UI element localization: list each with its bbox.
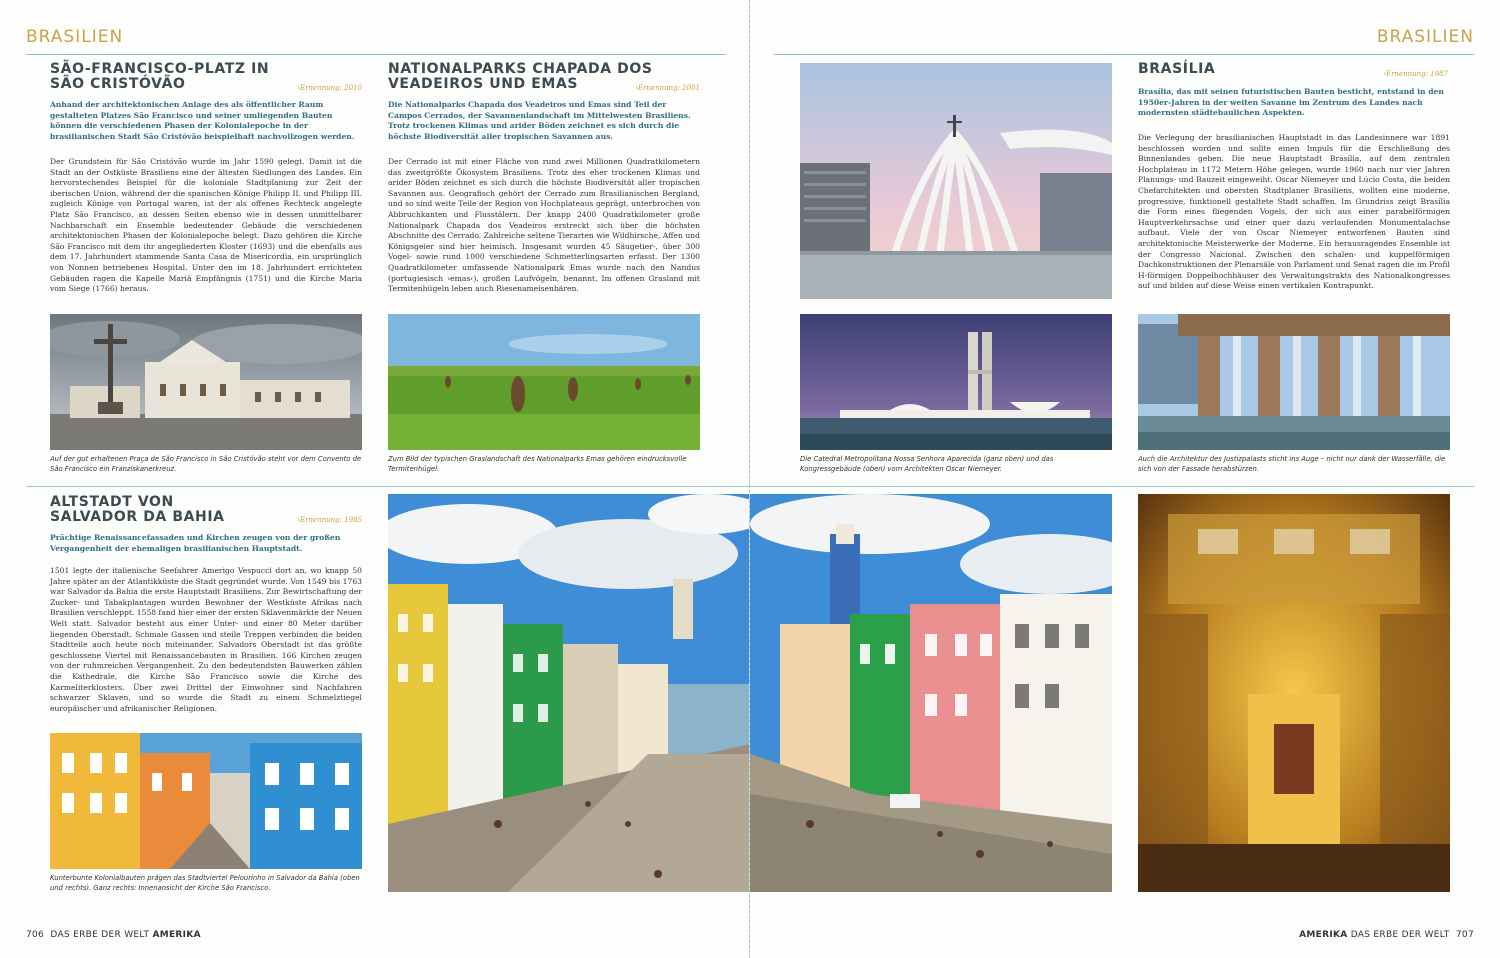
title-line-1: ALTSTADT VON: [50, 494, 174, 510]
section-title-salvador: [50, 495, 330, 525]
title-line-2: SALVADOR DA BAHIA: [50, 509, 225, 525]
photo-emas-termite-mounds: [388, 314, 700, 450]
header-rule-right: [774, 54, 1474, 55]
caption-sao-cristovao: Auf der gut erhaltenen Praça de São Francisco in São Cristóvão steht vor dem Convento de São Francisco ein Franziskanerkreuz.: [50, 455, 362, 473]
lead-brasilia: Brasília, das mit seinen futuristischen Bauten besticht, entstand in den 1950er-Jahren in der weiten Savanne im Zentrum des Landes nach modernsten städtebaulichen Aspekten.: [1138, 87, 1444, 118]
title-line-2: SÃO CRISTÓVÃO: [50, 76, 186, 92]
photo-pelourinho-houses: [50, 733, 362, 869]
body-brasilia: Die Verlegung der brasilianischen Hauptstadt in das Landesinnere war 1891 beschlossen worden und sollte einen Impuls für die Erschließung des Binnenlandes geben. Die neue Hauptstadt Brasília, auf dem zentralen Hochplateau in 1172 Metern Höhe gelegen, wurde 1960 nach nur vier Jahren Planungs- und Bauzeit eingeweiht. Oscar Niemeyer und Lúcio Costa, die beiden Chefarchitekten und obersten Stadtplaner Brasiliens, wollten eine moderne, progressive, funktionell gestaltete Stadt schaffen. Im Grundriss zeigt Brasília die Form eines fliegenden Vogels, der sich aus einer parabelförmigen Hauptverkehrsachse und einer quer dazu verlaufenden Monumentalachse aufbaut. Viele der von Oscar Niemeyer entworfenen Bauten sind architektonische Meisterwerke der Moderne. Ein herausragendes Ensemble ist der Congresso Nacional. Zwischen den schalen- und kuppelförmigen Dachkonstruktionen der Plenarsäle von Parlament und Senat ragen die im Profil H-förmigen Doppelhochhäuser des Verwaltungstrakts des Nationalkongresses auf und bilden auf diese Weise einen vertikalen Kontrapunkt.: [1138, 133, 1450, 291]
footer-series-right: DAS ERBE DER WELT: [1350, 930, 1450, 940]
header-rule-left: [26, 54, 726, 55]
caption-cathedral-congress: Die Catedral Metropolitana Nossa Senhora Aparecida (ganz oben) und das Kongressgebäude (oben) vom Architekten Oscar Niemeyer.: [800, 455, 1054, 473]
ernennung-salvador: ›Ernennung: 1985: [297, 516, 362, 524]
right-page: [750, 0, 1500, 958]
footer-series-left: DAS ERBE DER WELT: [50, 930, 150, 940]
title-line-1: NATIONALPARKS CHAPADA DOS: [388, 61, 653, 77]
row-divider-right: [750, 486, 1474, 487]
section-title-sao-francisco: [50, 62, 330, 92]
page-number-left: 706: [26, 930, 45, 940]
footer-region-left: AMERIKA: [152, 930, 201, 940]
photo-sao-francisco-church-interior: [1138, 494, 1450, 892]
photo-congresso-nacional: [800, 314, 1112, 450]
footer-region-right: AMERIKA: [1299, 930, 1348, 940]
footer-right: [1299, 930, 1474, 940]
book-spine-dashed-line: [749, 0, 751, 958]
lead-salvador: Prächtige Renaissancefassaden und Kirchen zeugen von der großen Vergangenheit der ehemaligen brasilianischen Hauptstadt.: [50, 533, 341, 553]
row-divider-left: [26, 486, 750, 487]
ernennung-sao-francisco: ›Ernennung: 2010: [297, 84, 362, 92]
lead-chapada: Die Nationalparks Chapada dos Veadeiros und Emas sind Teil der Campos Cerrados, der Savannenlandschaft im Mittelwesten Brasiliens. Trotz trockenen Klimas und arider Böden zeichnet es sich durch die höchste Biodiversität aller tropischen Savannen aus.: [388, 100, 691, 141]
title-line-2: VEADEIROS UND EMAS: [388, 76, 579, 92]
footer-left: [26, 930, 201, 940]
caption-emas: Zum Bild der typischen Graslandschaft des Nationalparks Emas gehören eindrucksvolle Termitenhügel.: [388, 455, 687, 473]
section-title-brasilia: BRASÍLIA: [1138, 61, 1216, 77]
body-salvador: 1501 legte der italienische Seefahrer Amerigo Vespucci dort an, wo knapp 50 Jahre später an der Atlantikküste die Stadt gegründet wurde. Von 1549 bis 1763 war Salvador da Bahia die erste Hauptstadt Brasiliens. Zur Bewirtschaftung der Zucker- und Tabakplantagen wurden Bewohner der Westküste Afrikas nach Brasilien verschleppt. 1558 fand hier einer der ersten Sklavenmärkte der Neuen Welt statt. Salvador besteht aus einer Unter- und einer 80 Meter darüber liegenden Oberstadt. Schmale Gassen und steile Treppen verbinden die beiden Stadtteile auch heute noch miteinander. Salvadors Oberstadt ist das größte geschlossene Viertel mit Renaissancebauten in Brasilien. 166 Kirchen zeugen von der ruhmreichen Vergangenheit. Zu den bedeutendsten Bauwerken zählen die Kathedrale, die Kirche São Francisco sowie die Kirche des Karmeliterklosters. Über zwei Drittel der Einwohner sind Nachfahren schwarzer Sklaven, und so wurde die Stadt zu einem Schmelztiegel europäischer und afrikanischer Religionen.: [50, 566, 362, 713]
caption-justice-palace: Auch die Architektur des Justizpalasts sticht ins Auge – nicht nur dank der Wasserfälle, die sich von der Fassade herabstürzen.: [1138, 455, 1446, 473]
page-number-right: 707: [1455, 930, 1474, 940]
body-chapada: Der Cerrado ist mit einer Fläche von rund zwei Millionen Quadratkilometern das zweitgrößte Ökosystem Brasiliens. Trotz des eher trockenen Klimas und arider Böden zeichnet es sich durch die höchste Biodiversität aller tropischen Savannen aus. Geografisch gehört der Cerrado zum Brasilianischen Bergland, und so sind weite Teile der Region von Hochplateaus geprägt, unterbrochen von Abbruchkanten und Flusstälern. Der knapp 2400 Quadratkilometer große Nationalpark Chapada dos Veadeiros erstreckt sich über die höchsten Abschnitte des Cerrado. Zahlreiche seltene Tierarten wie Wildhirsche, Affen und Königsgeier sind hier heimisch. Insgesamt wurden 45 Säugetier-, über 300 Vogel- sowie rund 1000 verschiedene Schmetterlingsarten erfasst. Der 1300 Quadratkilometer umfassende Nationalpark Emas wurde nach den Nandus (portugiesisch ›emas‹), großen Laufvögeln, benannt. Im offenen Grasland mit Termitenhügeln leben auch Riesenameisenbären.: [388, 157, 700, 294]
photo-sao-cristovao-square: [50, 314, 362, 450]
photo-salvador-street-left: [388, 494, 750, 892]
country-header-left: BRASILIEN: [26, 27, 124, 47]
title-line-1: SÃO-FRANCISCO-PLATZ IN: [50, 61, 270, 77]
photo-brasilia-cathedral: [800, 63, 1112, 299]
photo-justice-palace: [1138, 314, 1450, 450]
photo-salvador-street-right: [750, 494, 1112, 892]
ernennung-brasilia: ›Ernennung: 1987: [1383, 70, 1448, 78]
country-header-right: BRASILIEN: [1376, 27, 1474, 47]
lead-sao-francisco: Anhand der architektonischen Anlage des als öffentlicher Raum gestalteten Platzes São Francisco und seiner umliegenden Bauten können die verschiedenen Phasen der Kolonialepoche in der brasilianischen Stadt São Cristóvão beispielhaft nachvollzogen werden.: [50, 100, 355, 141]
caption-pelourinho: Kunterbunte Kolonialbauten prägen das Stadtviertel Pelourinho in Salvador da Bahia (oben und rechts). Ganz rechts: Innenansicht der Kirche São Francisco.: [50, 874, 360, 892]
ernennung-chapada: ›Ernennung: 2001: [635, 84, 700, 92]
body-sao-francisco: Der Grundstein für São Cristóvão wurde im Jahr 1590 gelegt. Damit ist die Stadt an der Ostküste Brasiliens eine der ältesten Siedlungen des Landes. Ein hervorstechendes Beispiel für die koloniale Stadtplanung zur Zeit der iberischen Union, während der die spanischen Könige Philipp II. und Philipp III. zugleich Könige von Portugal waren, ist der als offenes Rechteck angelegte Platz São Francisco, an dessen Seiten ebenso wie in dessen unmittelbarer Nachbarschaft ein Ensemble bedeutender Gebäude die verschiedenen architektonischen Phasen der Kolonialepoche belegt. Dazu gehören die Kirche São Francisco mit dem ihr angegliederten Kloster (1693) und die ebenfalls aus dem 17. Jahrhundert stammende Santa Casa de Misericordia, ein ursprünglich von Nonnen betriebenes Hospital. Unter den im 18. Jahrhundert errichteten Gebäuden ragen die Kapelle Mariä Empfängnis (1751) und die Kirche Maria vom Siege (1766) heraus.: [50, 157, 362, 294]
